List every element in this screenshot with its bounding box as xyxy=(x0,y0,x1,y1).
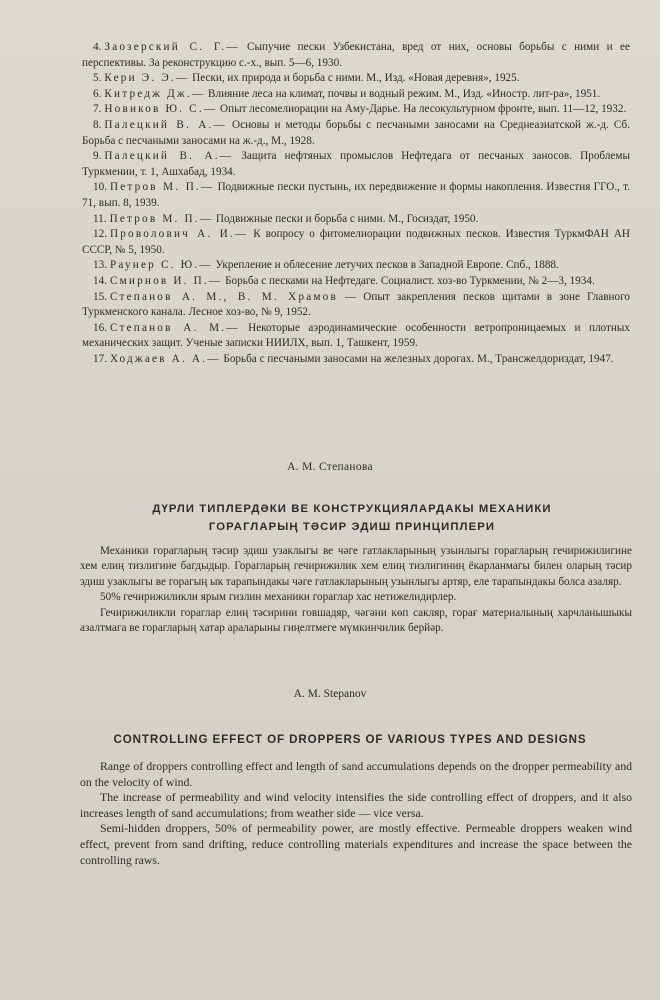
summary-paragraph: The increase of permeability and wind velocity intensifies the side controlling effect of droppers, and it also increases length of sand accumulations; from weather side — vice versa. xyxy=(80,790,632,820)
reference-entry xyxy=(82,352,630,368)
summary-paragraph: Гечирижиликли гораглар елиң тәсирини говшадяр, чәгәни көп сакляр, горағ материалының харчланышыкы азалтмага ве горагларың хатар араларыны гиңелтмеге мүмкинчилик берйәр. xyxy=(80,606,632,635)
reference-number: 15. xyxy=(93,290,107,303)
reference-entry xyxy=(82,321,630,352)
reference-number: 5. xyxy=(93,72,102,85)
reference-author: Степанов А. М.— xyxy=(109,321,240,334)
reference-author: Раунер С. Ю.— xyxy=(109,259,213,272)
reference-number: 8. xyxy=(93,118,102,131)
reference-number: 10. xyxy=(93,181,107,194)
reference-author: Новиков Ю. С.— xyxy=(104,103,218,116)
reference-number: 14. xyxy=(93,274,107,287)
reference-entry xyxy=(82,102,630,118)
reference-list xyxy=(82,40,630,367)
reference-entry xyxy=(82,71,630,87)
summary-title-turkmen xyxy=(92,500,612,536)
reference-entry xyxy=(82,290,630,321)
reference-text: Некоторые аэродинамические особенности ветропроницаемых и плотных механических защит. Ученые записки НИИЛХ, вып. 1, Ташкент, 1959. xyxy=(82,321,630,350)
reference-entry xyxy=(82,87,630,103)
reference-author: Степанов А. М., В. М. Храмов xyxy=(109,290,338,303)
reference-number: 11. xyxy=(93,212,107,225)
reference-author: Палецкий В. А.— xyxy=(104,118,227,131)
reference-author: Кери Э. Э.— xyxy=(104,72,190,85)
reference-text: Борьба с песчаными заносами на железных дорогах. М., Трансжелдориздат, 1947. xyxy=(220,352,614,365)
reference-entry xyxy=(82,149,630,180)
reference-text: Опыт лесомелиорации на Аму-Дарье. На лесокультурном фронте, вып. 11—12, 1932. xyxy=(217,103,627,116)
reference-text: Подвижные пески пустынь, их передвижение и формы накопления. Известия ГГО., т. 71, вып. 8, 1939. xyxy=(82,181,630,209)
summary-author-turkmen: А. М. Степанова xyxy=(287,461,373,473)
reference-author: Проволович А. И.— xyxy=(109,228,249,241)
reference-text: Защита нефтяных промыслов Нефтедага от песчаных заносов. Проблемы Туркмении, т. 1, Ашхабад, 1934. xyxy=(82,150,630,178)
reference-number: 16. xyxy=(93,321,107,334)
reference-text: К вопросу о фитомелиорации подвижных песков. Известия ТуркмФАН АН СССР, № 5, 1950. xyxy=(82,228,630,256)
reference-number: 9. xyxy=(93,150,102,163)
reference-number: 13. xyxy=(93,259,107,272)
reference-text: Основы и методы борьбы с песчаными заносами на Среднеазиатской ж.-д. Сб. Борьба с песчаными заносами на ж.-д., М., 1928. xyxy=(82,118,630,147)
summary-paragraph: 50% гечирижиликли ярым гизлин механики гораглар хас нетижелидирлер. xyxy=(100,591,457,604)
summary-paragraph: Semi-hidden droppers, 50% of permeability power, are mostly effective. Permeable droppers weaken wind effect, prevent from sand drifting, reduce controlling materials expenditures and increase the space between the controlling raws. xyxy=(80,821,632,867)
reference-text: Борьба с песками на Нефтедаге. Социалист. хоз-во Туркмении, № 2—3, 1934. xyxy=(222,274,595,287)
title-line: ГОРАГЛАРЫҢ ТӘСИР ЭДИШ ПРИНЦИПЛЕРИ xyxy=(208,521,496,533)
reference-author: Смирнов И. П.— xyxy=(109,274,223,287)
reference-entry xyxy=(82,258,630,274)
reference-author: Палецкий В. А.— xyxy=(104,150,234,163)
summary-paragraph: Range of droppers controlling effect and length of sand accumulations depends on the dropper permeability and on the velocity of wind. xyxy=(80,759,632,789)
summary-body-english xyxy=(80,759,632,868)
reference-entry xyxy=(82,118,630,149)
reference-author: Петров М. П.— xyxy=(109,181,215,194)
reference-author: Ходжаев А. А.— xyxy=(109,352,221,365)
title-line: ДҮРЛИ ТИПЛЕРДӘКИ ВЕ КОНСТРУКЦИЯЛАРДАКЫ МЕХАНИКИ xyxy=(152,503,552,515)
summary-author-english: A. M. Stepanov xyxy=(293,688,367,700)
reference-entry xyxy=(82,40,630,71)
reference-number: 4. xyxy=(93,41,102,53)
reference-text: Укрепление и облесение летучих песков в Западной Европе. Спб., 1888. xyxy=(212,259,559,272)
reference-text: — Опыт закрепления песков щитами в зоне Главного Туркменского канала. Лесное хоз-во, № 9, 1952. xyxy=(82,290,630,319)
reference-text: Пески, их природа и борьба с ними. М., Изд. «Новая деревня», 1925. xyxy=(189,72,520,85)
summary-paragraph: Механики горагларың тәсир эдиш узаклыгы ве чәге гатлакларының узынлыгы горагларың гечирижилигине хем елиң тизлигине багдыдыр. Горагларың гечирижилик хем елиң тизлигиниң ёкарланмагы билен оларың тәсир эдиш узаклыгы ве горагың ык тарапындакы чәге гатлакларының узынлыгы артяр, еле тарапындакы болса азаляр. xyxy=(80,545,632,588)
reference-number: 7. xyxy=(93,103,102,116)
reference-number: 12. xyxy=(93,228,107,241)
reference-author: Заозерский С. Г.— xyxy=(104,41,240,53)
reference-text: Подвижные пески и борьба с ними. М., Госиздат, 1950. xyxy=(213,212,479,225)
reference-entry xyxy=(82,227,630,258)
reference-text: Сыпучие пески Узбекистана, вред от них, основы борьбы с ними и ее перспективы. За реконструкцию с.-х., вып. 5—6, 1930. xyxy=(82,41,630,69)
summary-title-english: CONTROLLING EFFECT OF DROPPERS OF VARIOUS TYPES AND DESIGNS xyxy=(113,733,587,746)
reference-number: 17. xyxy=(93,352,107,365)
reference-entry xyxy=(82,212,630,228)
reference-text: Влияние леса на климат, почвы и водный режим. М., Изд. «Иностр. лит-ра», 1951. xyxy=(205,87,601,100)
reference-entry xyxy=(82,180,630,211)
reference-number: 6. xyxy=(93,87,102,100)
reference-author: Петров М. П.— xyxy=(109,212,214,225)
summary-body-turkmen xyxy=(80,544,632,636)
reference-author: Китредж Дж.— xyxy=(104,87,206,100)
reference-entry xyxy=(82,274,630,290)
